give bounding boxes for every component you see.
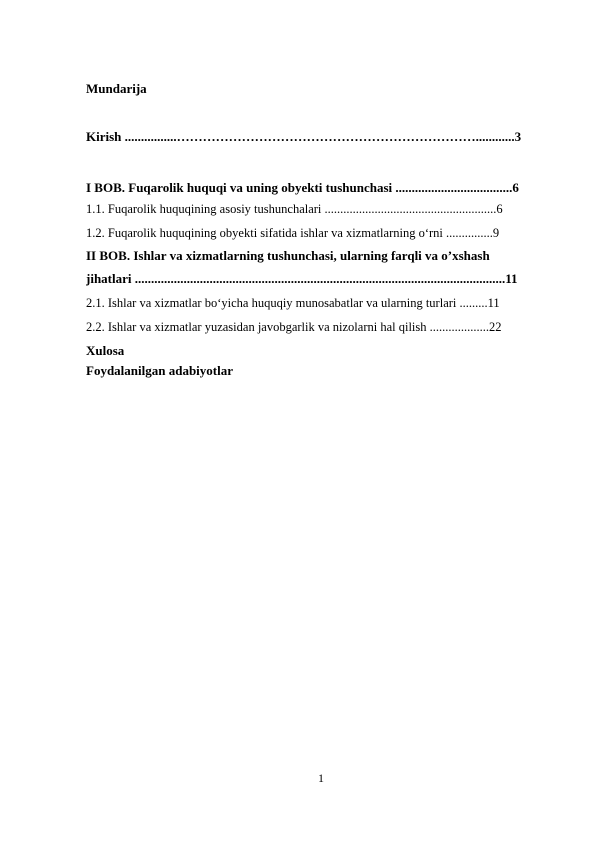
toc-entry-chapter-1: I BOB. Fuqarolik huquqi va uning obyekti tushunchasi ....................................6 (86, 180, 519, 195)
toc-heading: Mundarija (86, 81, 147, 96)
toc-entry-chapter-2-line-2: jihatlari ..................................................................................................................11 (86, 271, 518, 286)
toc-entry-bibliography: Foydalanilgan adabiyotlar (86, 363, 233, 378)
toc-entry-conclusion: Xulosa (86, 343, 125, 358)
toc-entry-section-2-2: 2.2. Ishlar va xizmatlar yuzasidan javobgarlik va nizolarni hal qilish ...................22 (86, 320, 502, 334)
page-number: 1 (318, 771, 324, 785)
toc-entry-section-2-1: 2.1. Ishlar va xizmatlar bo‘yicha huquqiy munosabatlar va ularning turlari .........11 (86, 296, 500, 310)
toc-entry-introduction: Kirish ................……………………………………………………………............3 (86, 129, 522, 144)
toc-entry-chapter-2-line-1: II BOB. Ishlar va xizmatlarning tushunchasi, ularning farqli va o’xshash (86, 248, 490, 263)
toc-entry-section-1-2: 1.2. Fuqarolik huquqining obyekti sifatida ishlar va xizmatlarning o‘rni ...............9 (86, 226, 500, 240)
toc-entry-section-1-1: 1.1. Fuqarolik huquqining asosiy tushunchalari .......................................................6 (86, 202, 503, 216)
